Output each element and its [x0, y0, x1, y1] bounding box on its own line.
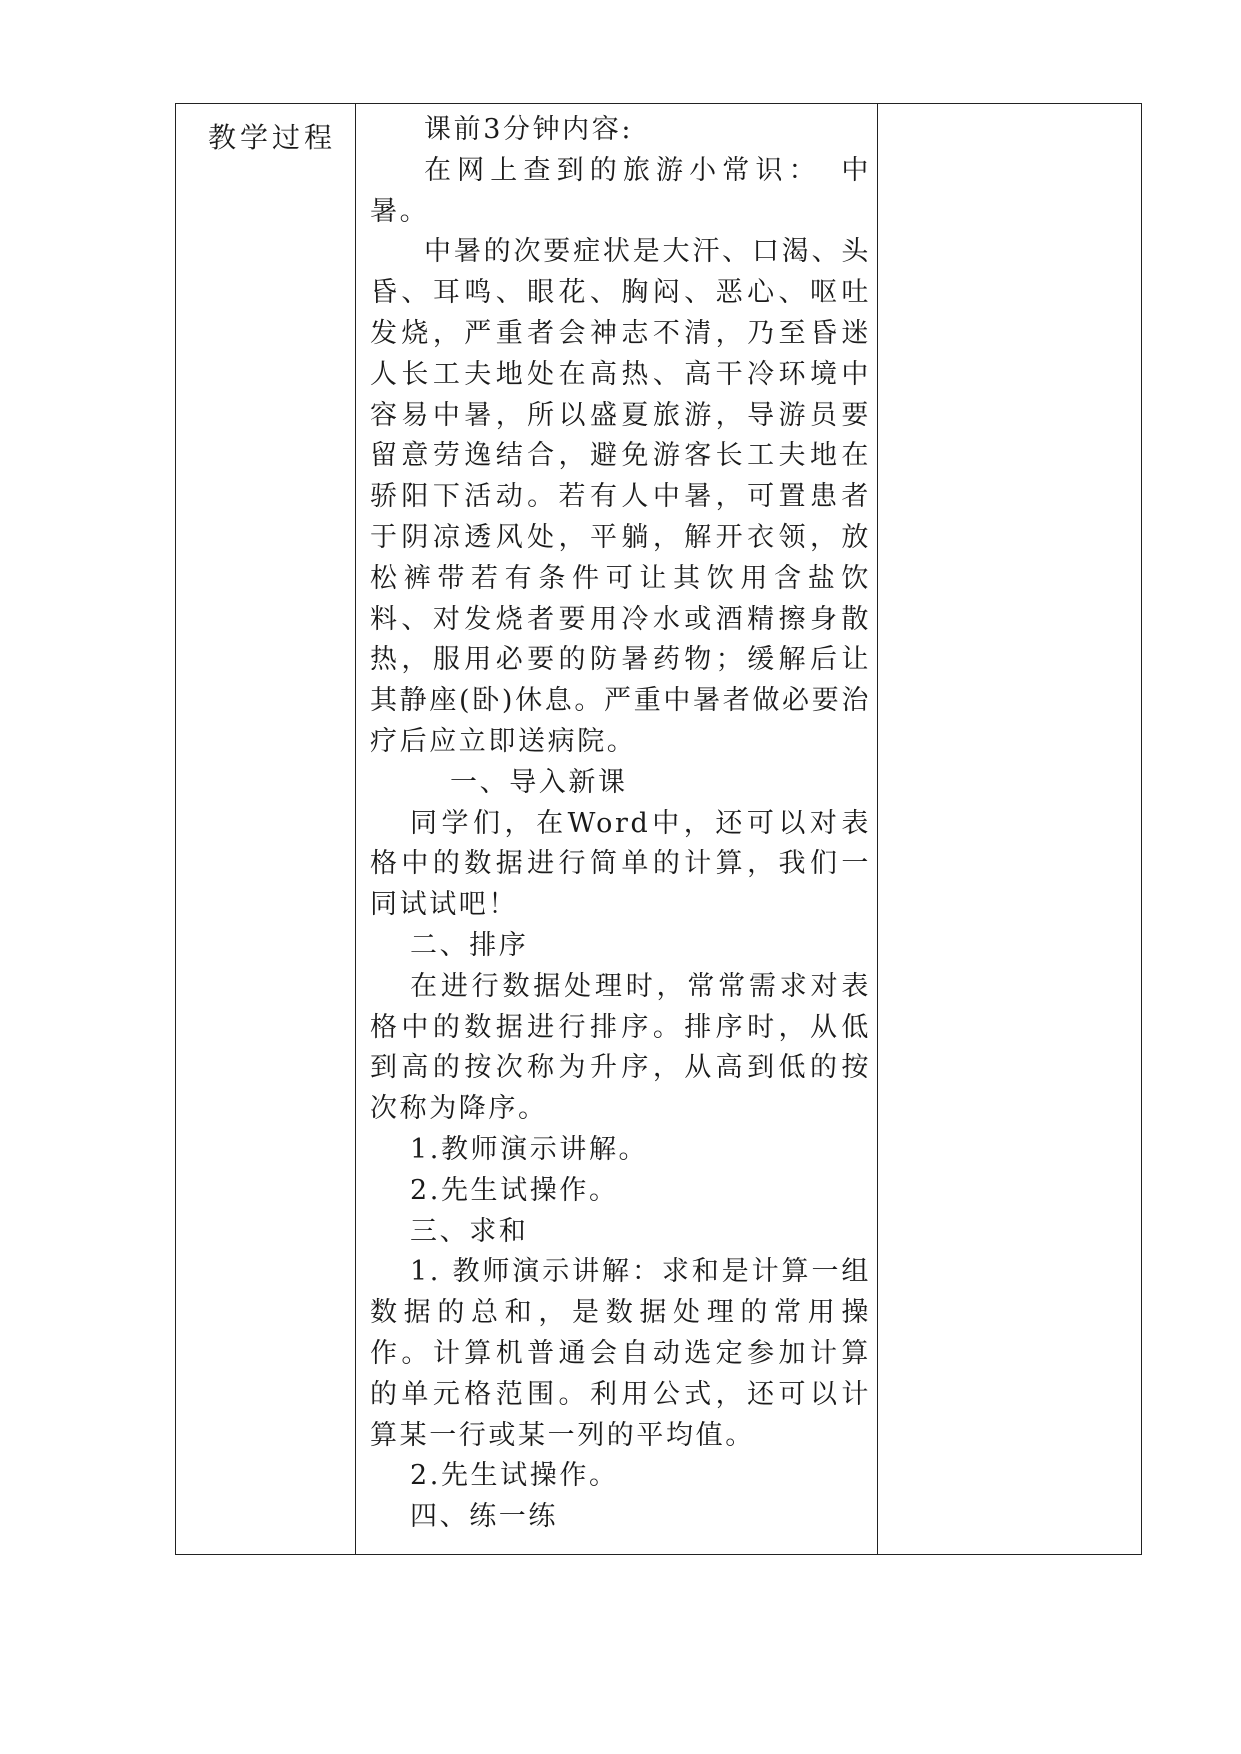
content-paragraph: 1. 教师演示讲解：求和是计算一组数据的总和，是数据处理的常用操作。计算机普通会自动选定参加计算的单元格范围。利用公式，还可以计算某一行或某一列的平均值。 — [370, 1256, 871, 1451]
table-row — [176, 104, 1142, 1555]
content-paragraph: 三、求和 — [410, 1215, 529, 1247]
content-paragraph: 四、练一练 — [410, 1501, 558, 1533]
content-paragraph: 一、导入新课 — [450, 766, 628, 798]
content-paragraph: 在进行数据处理时，常常需求对表格中的数据进行排序。排序时，从低到高的按次称为升序，从高到低的按次称为降序。 — [370, 970, 871, 1125]
section-label-cell — [176, 104, 356, 1555]
content-cell — [356, 104, 878, 1555]
lesson-plan-table — [175, 103, 1142, 1555]
content-paragraph: 中暑的次要症状是大汗、口渴、头昏、耳鸣、眼花、胸闷、恶心、呕吐发烧，严重者会神志不清，乃至昏迷人长工夫地处在高热、高干冷环境中容易中暑，所以盛夏旅游，导游员要留意劳逸结合，避免游客长工夫地在骄阳下活动。若有人中暑，可置患者于阴凉透风处，平躺，解开衣领，放松裤带若有条件可让其饮用含盐饮料、对发烧者要用冷水或酒精擦身散热，服用必要的防暑药物；缓解后让其静座(卧)休息。严重中暑者做必要治疗后应立即送病院。 — [370, 236, 871, 757]
content-paragraph: 二、排序 — [410, 929, 529, 961]
notes-cell — [878, 104, 1142, 1555]
content-paragraph: 2.先生试操作。 — [410, 1174, 619, 1206]
lesson-content — [356, 104, 877, 1538]
content-paragraph: 2.先生试操作。 — [410, 1460, 619, 1492]
content-paragraph: 课前3分钟内容: — [424, 114, 634, 145]
content-paragraph: 在网上查到的旅游小常识： 中暑。 — [370, 154, 871, 227]
content-paragraph: 同学们，在Word中，还可以对表格中的数据进行简单的计算，我们一同试试吧！ — [370, 807, 871, 921]
section-label: 教学过程 — [208, 121, 337, 154]
content-paragraph: 1.教师演示讲解。 — [410, 1133, 649, 1165]
